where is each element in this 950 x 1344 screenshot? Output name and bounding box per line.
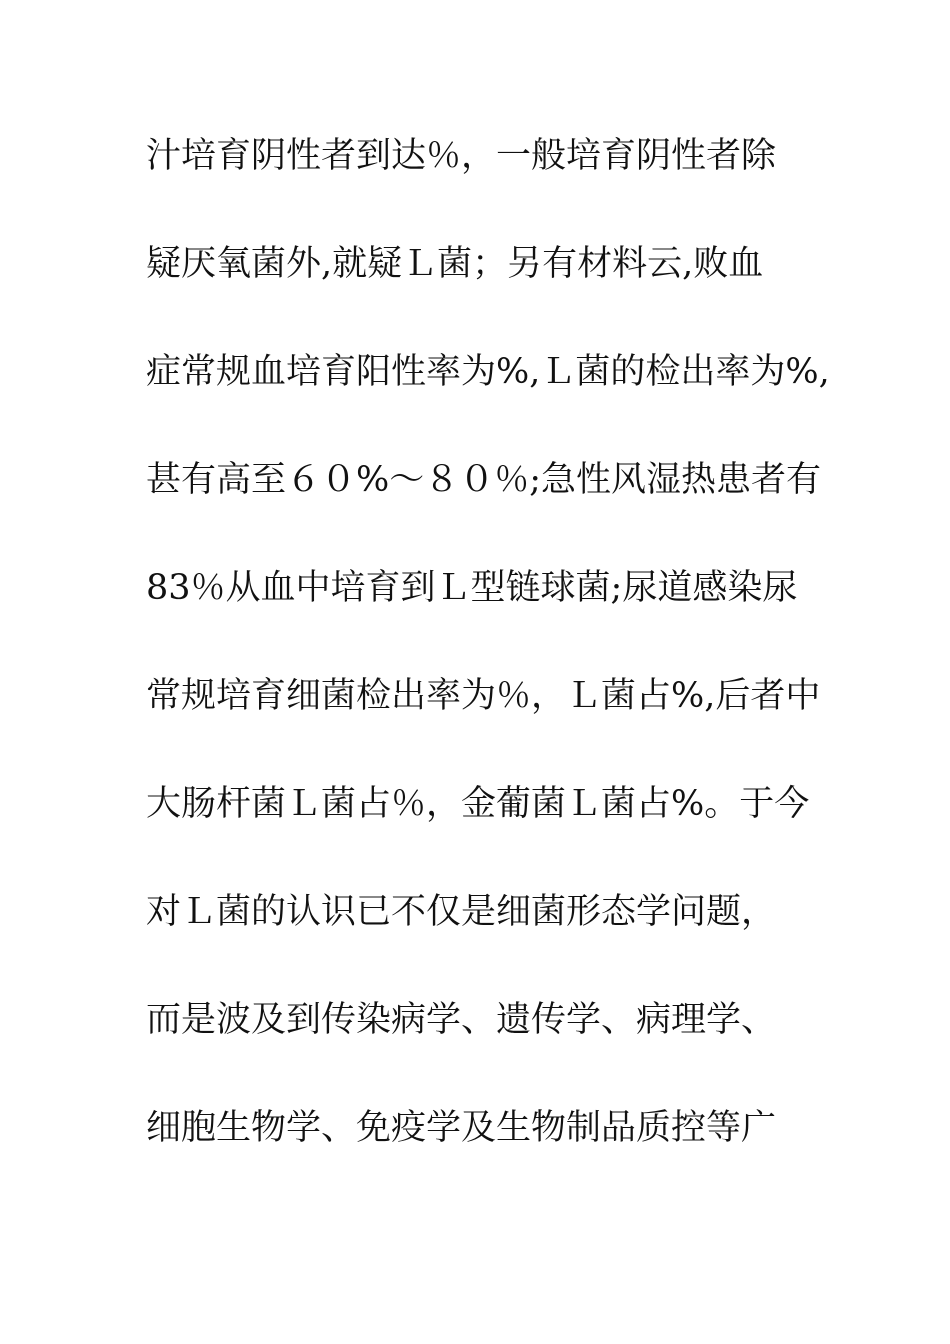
text-line: 甚有高至６０%～８０％;急性风湿热患者有 (146, 460, 822, 500)
text-line: 汁培育阴性者到达％，一般培育阴性者除 (146, 136, 777, 176)
text-line: 症常规血培育阳性率为%,Ｌ菌的检出率为%, (146, 352, 830, 392)
text-line: 疑厌氧菌外,就疑Ｌ菌；另有材料云,败血 (146, 244, 764, 284)
text-line: 对Ｌ菌的认识已不仅是细菌形态学问题， (146, 892, 777, 932)
text-line: 常规培育细菌检出率为％，Ｌ菌占%,后者中 (146, 676, 821, 716)
text-line: 细胞生物学、免疫学及生物制品质控等广 (146, 1108, 777, 1148)
text-line: 而是波及到传染病学、遗传学、病理学、 (146, 1000, 777, 1040)
text-line: 83％从血中培育到Ｌ型链球菌;尿道感染尿 (146, 568, 798, 608)
text-line: 大肠杆菌Ｌ菌占％，金葡菌Ｌ菌占%。于今 (146, 784, 810, 824)
body-text (146, 126, 830, 1206)
